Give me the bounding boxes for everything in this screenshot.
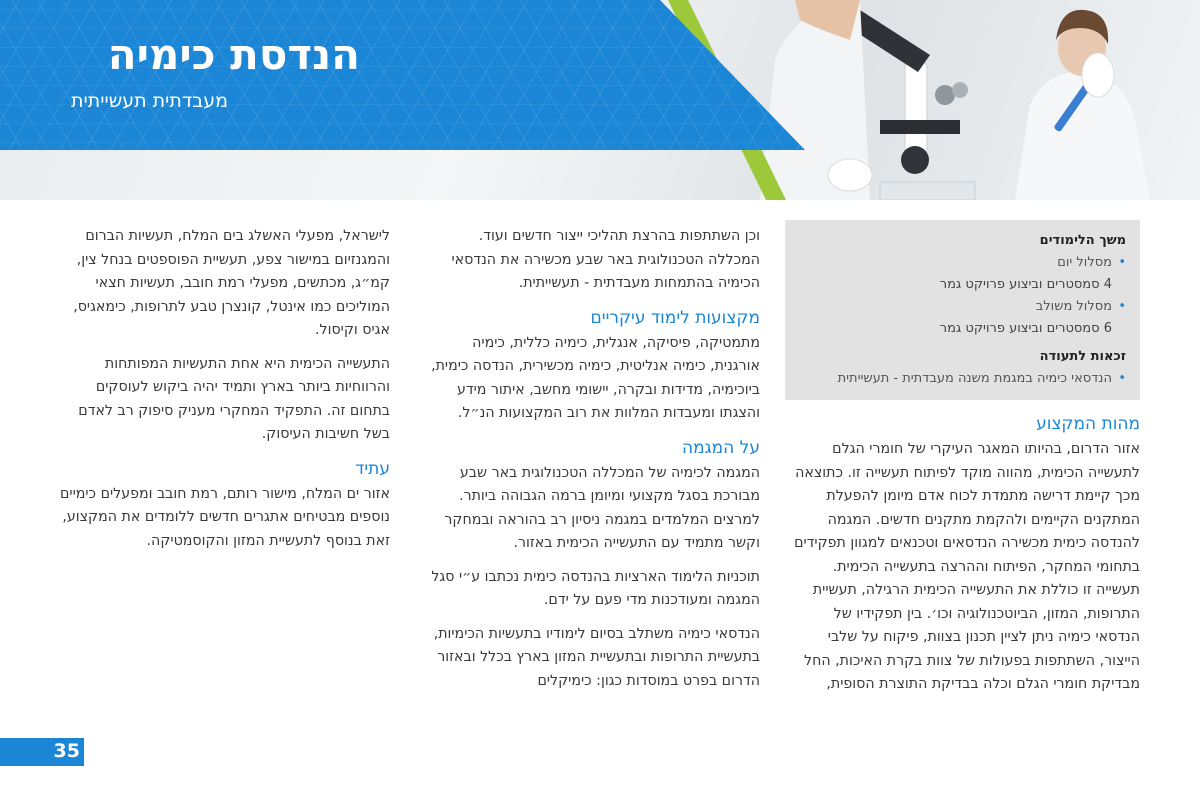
certificate-list	[795, 368, 1126, 390]
track-combined-label: • מסלול משולב	[795, 296, 1126, 318]
study-info-box	[785, 220, 1140, 400]
column-middle	[428, 225, 760, 703]
certificate-heading: זכאות לתעודה	[1039, 349, 1126, 364]
page-title: הנדסת כימיה	[107, 30, 360, 79]
study-duration-heading: משך הלימודים	[1039, 233, 1126, 248]
tracks-list	[795, 252, 1126, 274]
about-paragraph-2: תוכניות הלימוד הארציות בהנדסה כימית נכתבו ע״י סגל המגמה ומעודכנות מדי פעם על ידם.	[431, 568, 760, 608]
page-number: 35	[53, 740, 80, 762]
glove	[1082, 53, 1114, 97]
header-banner	[0, 0, 1200, 200]
track-combined-detail: 6 סמסטרים וביצוע פרויקט גמר	[939, 321, 1112, 336]
main-subjects-paragraph: מתמטיקה, פיסיקה, אנגלית, כימיה כללית, כימיה אורגנית, כימיה אנליטית, כימיה מכשירית, הנדסה כימית, ביוכימיה, מדידות ובקרה, יישומי מחשב, איתור מידע והצגתו ומעבדות המלוות את רוב המקצועות הנ״ל.	[431, 334, 760, 421]
industry-outlook-paragraph: התעשייה הכימית היא אחת התעשיות המפותחות והרווחיות ביותר בארץ ותמיד יהיה ביקוש לעוסקים בתחום זה. התפקיד המחקרי מעניק סיפוק רב לאדם בשל חשיבות העיסוק.	[78, 355, 390, 442]
main-subjects-heading: מקצועות לימוד עיקריים	[590, 307, 760, 328]
page-number-bar	[0, 738, 84, 766]
focus-knob	[901, 146, 929, 174]
middle-intro-paragraph: וכן השתתפות בהרצת תהליכי ייצור חדשים ועוד. המכללה הטכנולוגית באר שבע מכשירה את הנדסאי הכימיה בהתמחות מעבדתית - תעשייתית.	[451, 228, 760, 291]
microscope-base	[880, 182, 975, 200]
certificate-item: • הנדסאי כימיה במגמת משנה מעבדתית - תעשייתית	[795, 368, 1126, 390]
objective-lens	[935, 85, 955, 105]
future-heading: עתיד	[355, 458, 390, 479]
column-left	[55, 225, 390, 563]
about-track-heading: על המגמה	[681, 437, 760, 458]
industries-paragraph: לישראל, מפעלי האשלג בים המלח, תעשיות הברום והמגנזיום במישור צפע, תעשיית הפוספטים בנחל צין, קמ״ג, מכתשים, מפעלי רמת חובב, תעשיות חצאי המוליכים כמו אינטל, קונצרן טבע לתרופות, כימאגיס, אגיס וקיסול.	[73, 228, 390, 338]
track-day-detail: 4 סמסטרים וביצוע פרויקט גמר	[939, 277, 1112, 292]
profession-essence-heading: מהות המקצוע	[1036, 414, 1140, 434]
microscope-stage	[880, 120, 960, 134]
page-subtitle: מעבדתית תעשייתית	[71, 90, 228, 112]
objective-lens-2	[952, 82, 968, 98]
about-paragraph-3: הנדסאי כימיה משתלב בסיום לימודיו בתעשיות הכימיות, בתעשיית התרופות ובתעשיית המזון בארץ בכלל ובאזור הדרום בפרט במוסדות כגון: כימיקלים	[433, 625, 760, 689]
hand-left	[828, 159, 872, 191]
future-paragraph: אזור ים המלח, מישור רותם, רמת חובב ומפעלים כימיים נוספים מבטיחים אתגרים חדשים ללומדים את המקצוע, זאת בנוסף לתעשיית המזון והקוסמטיקה.	[59, 485, 390, 549]
tracks-list-2	[795, 296, 1126, 318]
column-right	[785, 220, 1140, 707]
about-paragraph-1: המגמה לכימיה של המכללה הטכנולוגית באר שבע מבורכת בסגל מקצועי ומיומן ברמה הגבוהה ביותר. למרצים המלמדים במגמה ניסיון רב בהוראה ובמחקר וקשר מתמיד עם התעשייה הכימית באזור.	[444, 464, 760, 551]
track-day-label: • מסלול יום	[795, 252, 1126, 274]
profession-essence-paragraph: אזור הדרום, בהיותו המאגר העיקרי של חומרי הגלם לתעשייה הכימית, מהווה מוקד לפיתוח תעשייה זו. כתוצאה מכך קיימת דרישה מתמדת לכוח אדם מיומן להפעלת המתקנים הקיימים ולהקמת מתקנים חדשים. המגמה להנדסה כימית מכשירה הנדסאים וטכנאים למגוון תפקידים בתחומי המחקר, הפיתוח וההרצה בתעשייה הכימית. תעשייה זו כוללת את התעשייה הכימית הרגילה, תעשיית התרופות, המזון, הביוטכנולוגיה וכו׳. בין תפקידיו של הנדסאי כימיה ניתן לציין תכנון בצוות, פיקוח על שלבי הייצור, השתתפות בפעולות של צוות בקרת האיכות, החל מבדיקת חומרי הגלם וכלה בבדיקת התוצרת הסופית,	[794, 441, 1140, 692]
